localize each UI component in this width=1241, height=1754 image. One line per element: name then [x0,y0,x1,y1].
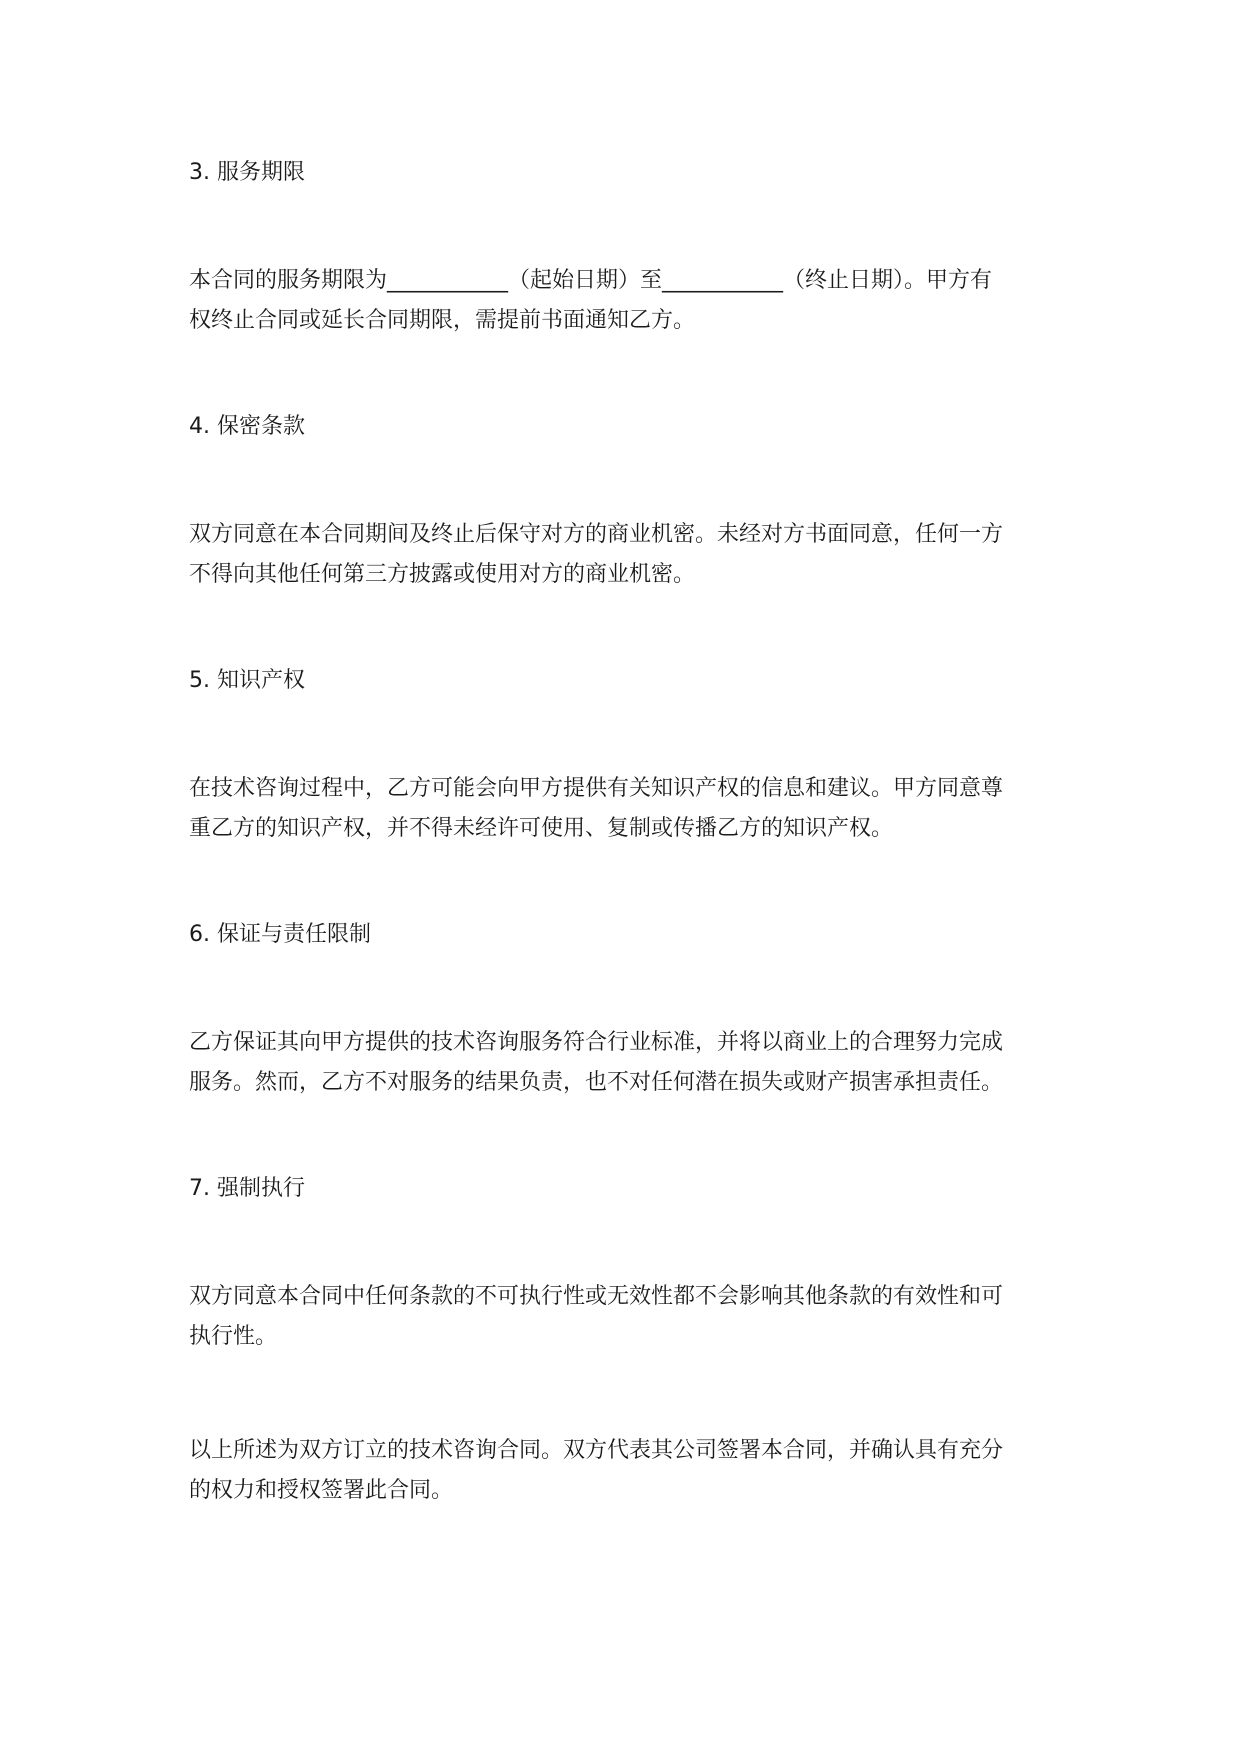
paragraph-line: 权终止合同或延长合同期限，需提前书面通知乙方。 [189,308,696,333]
paragraph-line: 执行性。 [189,1324,278,1349]
paragraph-line: 不得向其他任何第三方披露或使用对方的商业机密。 [189,562,696,587]
closing-paragraph [189,1431,1049,1511]
section-paragraph-5 [189,769,1049,849]
paragraph-line: 双方同意本合同中任何条款的不可执行性或无效性都不会影响其他条款的有效性和可 [189,1284,1004,1309]
section-heading-4: 4. 保密条款 [189,414,305,439]
paragraph-line: 乙方保证其向甲方提供的技术咨询服务符合行业标准，并将以商业上的合理努力完成 [189,1030,1004,1055]
section-paragraph-6 [189,1023,1049,1103]
paragraph-line: 本合同的服务期限为___________（起始日期）至___________（终止日期）。甲方有 [189,268,993,293]
section-heading-5: 5. 知识产权 [189,668,305,693]
section-heading-6: 6. 保证与责任限制 [189,922,371,947]
paragraph-line: 以上所述为双方订立的技术咨询合同。双方代表其公司签署本合同，并确认具有充分 [189,1438,1004,1463]
section-paragraph-7 [189,1277,1049,1357]
section-paragraph-4 [189,515,1049,595]
section-heading-3: 3. 服务期限 [189,160,305,185]
paragraph-line: 在技术咨询过程中，乙方可能会向甲方提供有关知识产权的信息和建议。甲方同意尊 [189,776,1004,801]
paragraph-line: 服务。然而，乙方不对服务的结果负责，也不对任何潜在损失或财产损害承担责任。 [189,1070,1004,1095]
section-heading-7: 7. 强制执行 [189,1176,305,1201]
paragraph-line: 的权力和授权签署此合同。 [189,1478,454,1503]
section-paragraph-3 [189,261,1049,341]
paragraph-line: 双方同意在本合同期间及终止后保守对方的商业机密。未经对方书面同意，任何一方 [189,522,1004,547]
paragraph-line: 重乙方的知识产权，并不得未经许可使用、复制或传播乙方的知识产权。 [189,816,894,841]
